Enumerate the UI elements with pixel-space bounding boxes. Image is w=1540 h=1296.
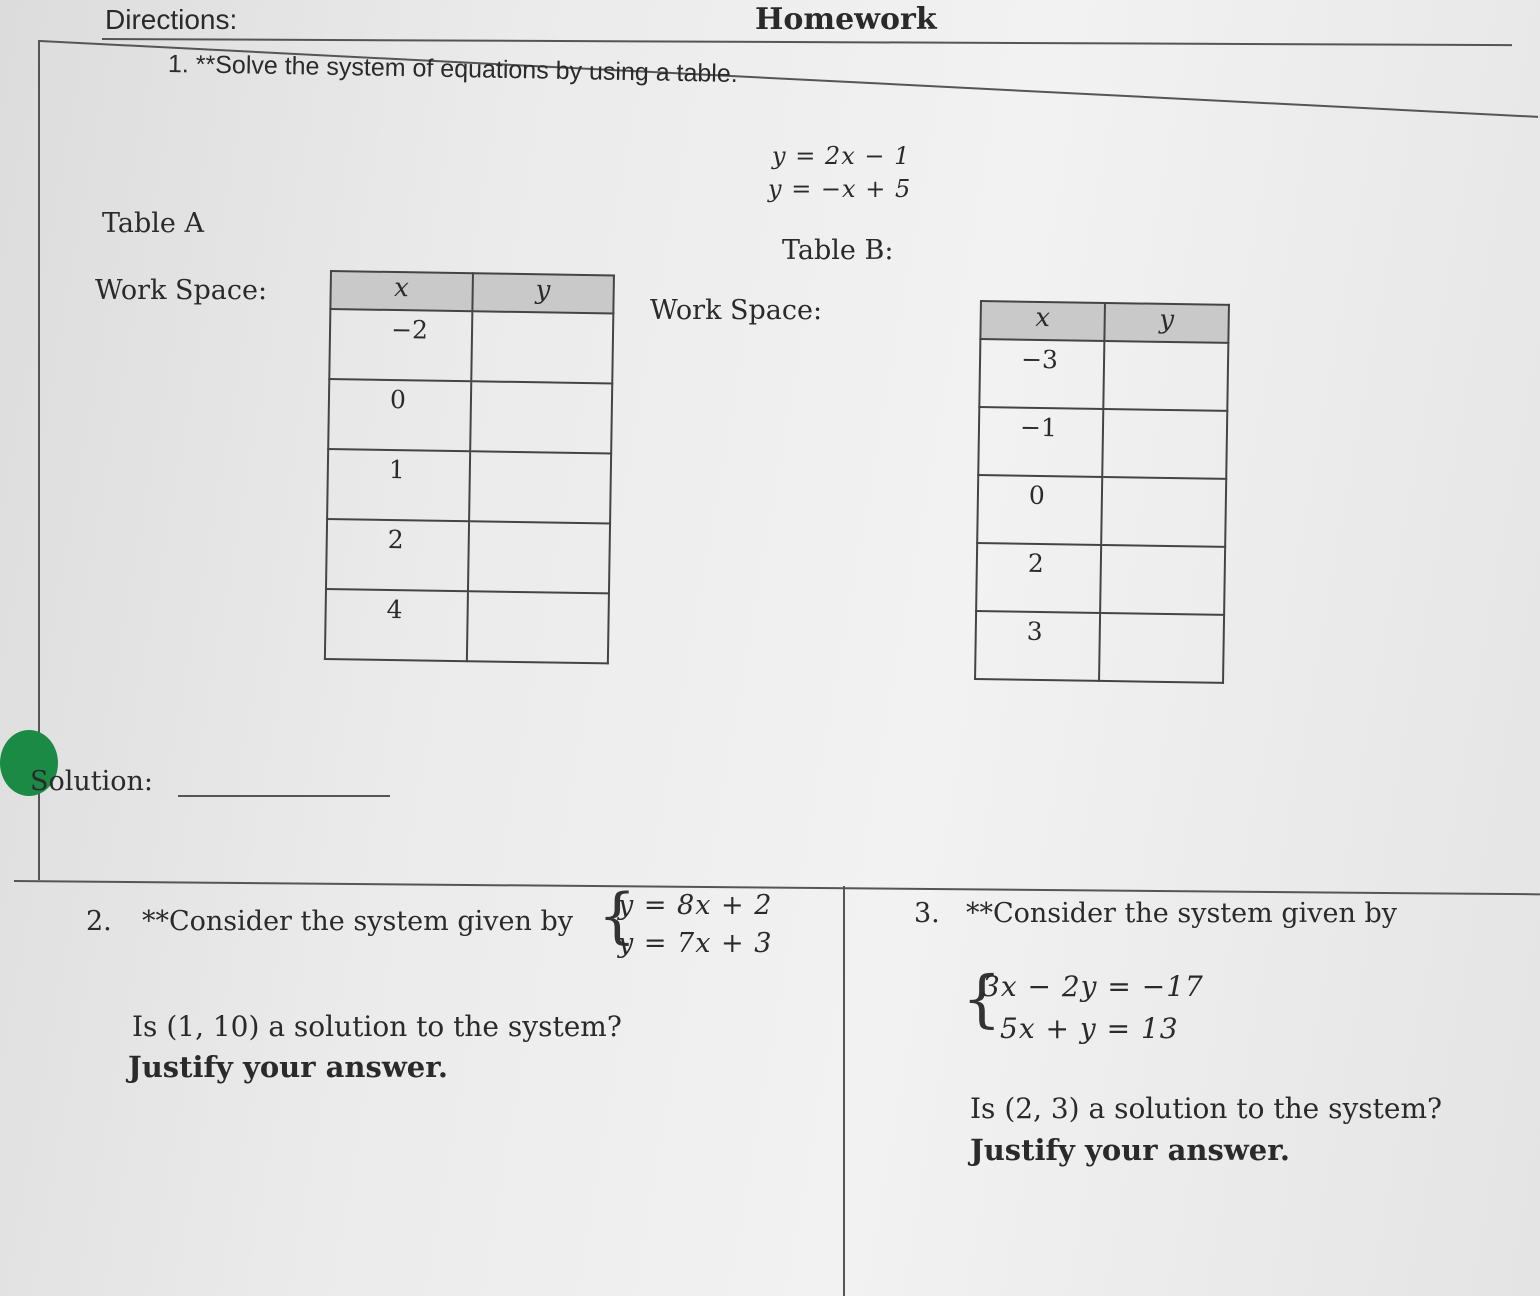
table-b-x-cell: 3 <box>975 611 1100 681</box>
table-b-y-cell[interactable] <box>1100 545 1225 615</box>
table-b-x-cell: −3 <box>979 339 1104 409</box>
solution-answer-line[interactable] <box>178 795 390 797</box>
table-a-y-cell[interactable] <box>469 451 612 523</box>
table-a-x-cell: 1 <box>327 449 470 521</box>
q3-brace: { <box>962 962 1002 1035</box>
table-b <box>974 300 1230 684</box>
q2-equation-2: y = 7x + 3 <box>618 928 773 959</box>
section-divider <box>14 880 1540 895</box>
q3-equation-2: 5x + y = 13 <box>1000 1012 1179 1045</box>
table-a-y-cell[interactable] <box>470 381 613 453</box>
q2-equation-1: y = 8x + 2 <box>618 890 773 921</box>
work-space-a-label: Work Space: <box>95 275 268 306</box>
q1-equation-2: y = −x + 5 <box>768 175 912 203</box>
q3-question: Is (2, 3) a solution to the system? <box>970 1092 1443 1125</box>
table-a-x-cell: −2 <box>329 309 472 381</box>
table-b-x-cell: 0 <box>977 475 1102 545</box>
table-b-header-y: y <box>1104 303 1229 343</box>
table-b-x-cell: −1 <box>978 407 1103 477</box>
table-a-x-cell: 4 <box>325 589 468 661</box>
q3-equation-1: 3x − 2y = −17 <box>982 970 1204 1003</box>
directions-label: Directions: <box>105 4 238 35</box>
table-a-x-cell: 0 <box>328 379 471 451</box>
table-b-x-cell: 2 <box>976 543 1101 613</box>
page-title: Homework <box>755 2 937 37</box>
q3-number: 3. <box>914 898 940 929</box>
work-space-b-label: Work Space: <box>650 295 823 326</box>
q2-question: Is (1, 10) a solution to the system? <box>132 1010 622 1043</box>
table-b-header-x: x <box>980 301 1105 341</box>
q3-justify: Justify your answer. <box>970 1133 1290 1167</box>
q2-number: 2. <box>86 906 112 937</box>
table-b-y-cell[interactable] <box>1102 409 1227 479</box>
q2-justify: Justify your answer. <box>128 1050 448 1084</box>
table-a-y-cell[interactable] <box>467 521 610 593</box>
table-a-y-cell[interactable] <box>466 591 609 663</box>
q2-prompt: **Consider the system given by <box>142 906 573 937</box>
table-b-y-cell[interactable] <box>1099 613 1224 683</box>
table-a <box>324 270 615 664</box>
q3-prompt: **Consider the system given by <box>966 898 1397 929</box>
table-a-y-cell[interactable] <box>471 311 614 383</box>
table-a-label: Table A <box>102 208 204 239</box>
table-a-header-x: x <box>330 271 472 311</box>
q1-equation-1: y = 2x − 1 <box>772 142 911 170</box>
table-b-label: Table B: <box>782 235 894 266</box>
header-rule <box>102 38 1512 46</box>
table-a-header-y: y <box>472 273 614 313</box>
table-b-y-cell[interactable] <box>1103 341 1228 411</box>
q2-brace: { <box>598 881 637 951</box>
table-b-y-cell[interactable] <box>1101 477 1226 547</box>
q2-q3-divider <box>843 886 845 1296</box>
q1-prompt: 1. **Solve the system of equations by using a table. <box>167 50 738 88</box>
solution-label: Solution: <box>30 766 154 797</box>
table-a-x-cell: 2 <box>326 519 469 591</box>
